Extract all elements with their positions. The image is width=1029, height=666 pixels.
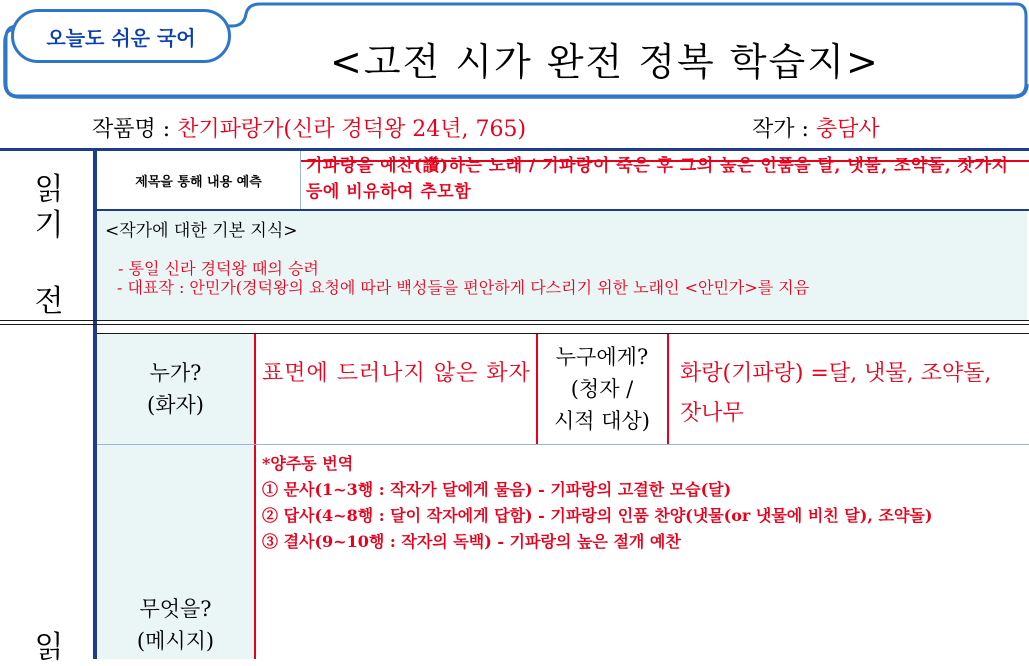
to-whom-sub1: (청자 /: [570, 377, 634, 401]
author-info-header: <작가에 대한 기본 지식>: [105, 221, 298, 241]
work-info-author: [752, 116, 880, 144]
reading-row-rule: [97, 444, 1029, 445]
who-value: 표면에 드러나지 않은 화자: [262, 361, 531, 386]
what-sub: (메시지): [136, 629, 215, 653]
author-value: 충담사: [815, 117, 880, 142]
structure-item-3: ③ 결사(9~10행 : 작자의 독백) - 기파랑의 높은 절개 예찬: [262, 532, 681, 551]
to-whom-label: 누구에게?: [555, 345, 649, 369]
side-char-2: 기: [34, 208, 64, 243]
section-rule-b: [0, 324, 1029, 325]
page-title: <고전 시가 완전 정복 학습지>: [330, 40, 880, 84]
to-whom-sub2: 시적 대상): [553, 409, 650, 433]
who-sub: (화자): [147, 393, 204, 417]
structure-item-2: ② 답사(4~8행 : 달이 작자에게 답함) - 기파랑의 인품 찬양(냇물(or 냇물에 비친 달), 조약돌): [262, 506, 933, 525]
work-title-value: 찬기파랑가(신라 경덕왕 24년, 765): [177, 117, 527, 142]
to-whom-label-cell: [537, 334, 667, 444]
work-info-title: [92, 116, 526, 144]
predict-label: 제목을 통해 내용 예측: [135, 175, 262, 190]
worksheet-table: [0, 148, 1029, 665]
reading-side-char: 읽: [34, 630, 64, 665]
predict-rule-bottom: [97, 209, 1029, 211]
author-label: 작가 :: [752, 117, 816, 142]
series-badge: 오늘도 쉬운 국어: [11, 9, 231, 63]
author-info-line1: - 통일 신라 경덕왕 때의 승려: [118, 259, 319, 278]
reading-divider-1: [254, 334, 256, 659]
predict-text: 기파랑을 예찬(讚)하는 노래 / 기파랑이 죽은 후 그의 높은 인품을 달, 냇물, 조약돌, 잣가지 등에 비유하여 추모함: [306, 156, 1009, 202]
who-label: 누가?: [149, 361, 202, 385]
section-rule-a: [0, 320, 1029, 321]
work-title-label: 작품명 :: [92, 117, 178, 142]
who-label-cell: [97, 334, 254, 444]
reading-divider-3: [667, 334, 669, 444]
what-label-block: [97, 593, 254, 657]
predict-label-cell: [97, 151, 300, 210]
author-info-line2: - 대표작 : 안민가(경덕왕의 요청에 따라 백성들을 편안하게 다스리기 위한 노래인 <안민가>를 지음: [117, 278, 810, 297]
translation-label: *양주동 번역: [262, 454, 354, 473]
side-char-3: 전: [34, 284, 64, 319]
what-label: 무엇을?: [139, 597, 212, 621]
to-whom-value: 화랑(기파랑) =달, 냇물, 조약돌, 잣나무: [680, 361, 992, 426]
predict-divider: [300, 151, 301, 210]
header-banner: [0, 0, 1029, 100]
structure-block: [262, 451, 1022, 555]
side-char-1: 읽: [34, 172, 64, 207]
structure-item-1: ① 문사(1~3행 : 작자가 달에게 물음) - 기파랑의 고결한 모습(달): [262, 480, 732, 499]
